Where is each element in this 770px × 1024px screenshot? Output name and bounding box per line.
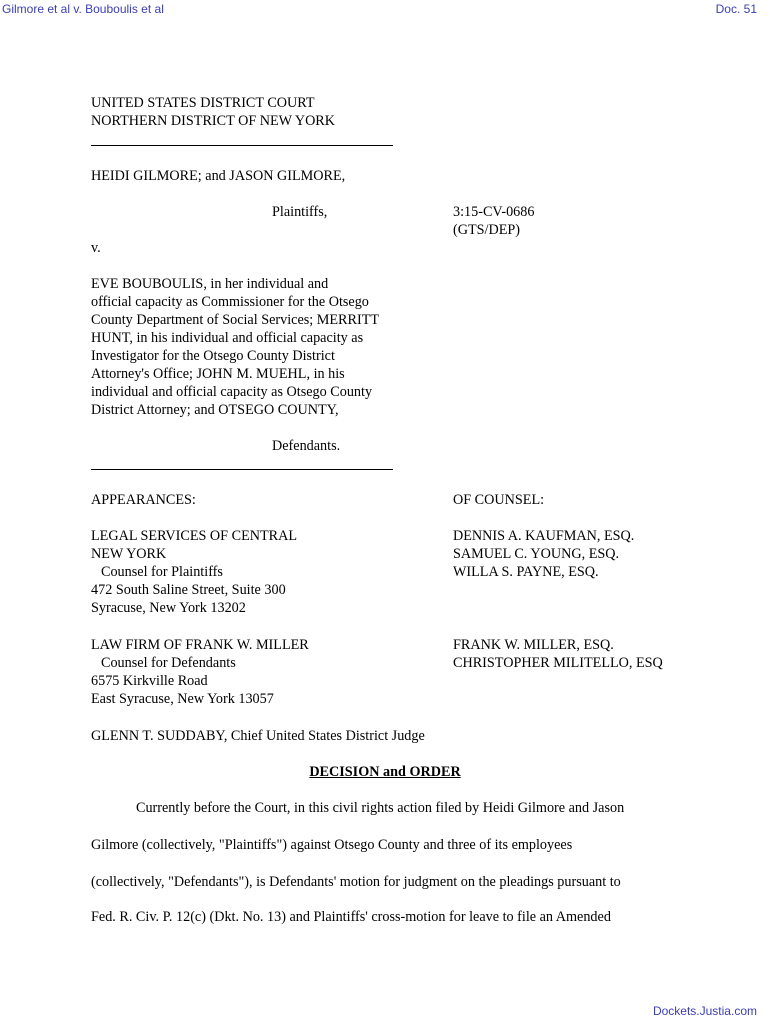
- judge-initials: (GTS/DEP): [453, 222, 520, 238]
- defendants-counsel-name: CHRISTOPHER MILITELLO, ESQ: [453, 655, 663, 671]
- defendants-firm-address: 6575 Kirkville Road: [91, 673, 208, 689]
- defendants-line: HUNT, in his individual and official capacity as: [91, 330, 364, 346]
- defendants-line: District Attorney; and OTSEGO COUNTY,: [91, 402, 339, 418]
- defendants-counsel-name: FRANK W. MILLER, ESQ.: [453, 637, 614, 653]
- body-line: Fed. R. Civ. P. 12(c) (Dkt. No. 13) and Plaintiffs' cross-motion for leave to file an Amended: [91, 909, 611, 925]
- plaintiffs-names: HEIDI GILMORE; and JASON GILMORE,: [91, 168, 346, 184]
- versus: v.: [91, 240, 101, 256]
- caption-rule-top: [91, 145, 393, 146]
- plaintiffs-counsel-name: DENNIS A. KAUFMAN, ESQ.: [453, 528, 635, 544]
- plaintiffs-firm-address: 472 South Saline Street, Suite 300: [91, 582, 286, 598]
- decision-title: DECISION and ORDER: [309, 764, 461, 780]
- caption-rule-bottom: [91, 469, 393, 470]
- body-line: Gilmore (collectively, "Plaintiffs") against Otsego County and three of its employees: [91, 837, 573, 853]
- defendants-firm-role: Counsel for Defendants: [101, 655, 236, 671]
- body-line: (collectively, "Defendants"), is Defendants' motion for judgment on the pleadings pursuant to: [91, 874, 621, 890]
- plaintiffs-label: Plaintiffs,: [272, 204, 328, 220]
- plaintiffs-counsel-name: SAMUEL C. YOUNG, ESQ.: [453, 546, 620, 562]
- of-counsel-heading: OF COUNSEL:: [453, 492, 545, 508]
- body-line: Currently before the Court, in this civil rights action filed by Heidi Gilmore and Jason: [136, 800, 625, 816]
- plaintiffs-firm-line: NEW YORK: [91, 546, 167, 562]
- plaintiffs-firm-line: LEGAL SERVICES OF CENTRAL: [91, 528, 298, 544]
- court-name-line1: UNITED STATES DISTRICT COURT: [91, 95, 315, 111]
- plaintiffs-counsel-name: WILLA S. PAYNE, ESQ.: [453, 564, 599, 580]
- defendants-line: individual and official capacity as Otsego County: [91, 384, 373, 400]
- case-title-link[interactable]: Gilmore et al v. Bouboulis et al: [2, 2, 164, 16]
- judge-name: GLENN T. SUDDABY, Chief United States District Judge: [91, 728, 425, 744]
- defendants-line: official capacity as Commissioner for the Otsego: [91, 294, 369, 310]
- source-link[interactable]: Dockets.Justia.com: [652, 1004, 757, 1018]
- defendants-line: EVE BOUBOULIS, in her individual and: [91, 276, 329, 292]
- defendants-firm-city: East Syracuse, New York 13057: [91, 691, 274, 707]
- doc-number-link[interactable]: Doc. 51: [715, 2, 757, 16]
- case-number: 3:15-CV-0686: [453, 204, 535, 220]
- defendants-label: Defendants.: [272, 438, 341, 454]
- defendants-line: County Department of Social Services; MERRITT: [91, 312, 380, 328]
- defendants-line: Attorney's Office; JOHN M. MUEHL, in his: [91, 366, 345, 382]
- defendants-firm-line: LAW FIRM OF FRANK W. MILLER: [91, 637, 309, 653]
- court-name-line2: NORTHERN DISTRICT OF NEW YORK: [91, 113, 336, 129]
- defendants-line: Investigator for the Otsego County District: [91, 348, 335, 364]
- plaintiffs-firm-city: Syracuse, New York 13202: [91, 600, 246, 616]
- plaintiffs-firm-role: Counsel for Plaintiffs: [101, 564, 223, 580]
- appearances-heading: APPEARANCES:: [91, 492, 196, 508]
